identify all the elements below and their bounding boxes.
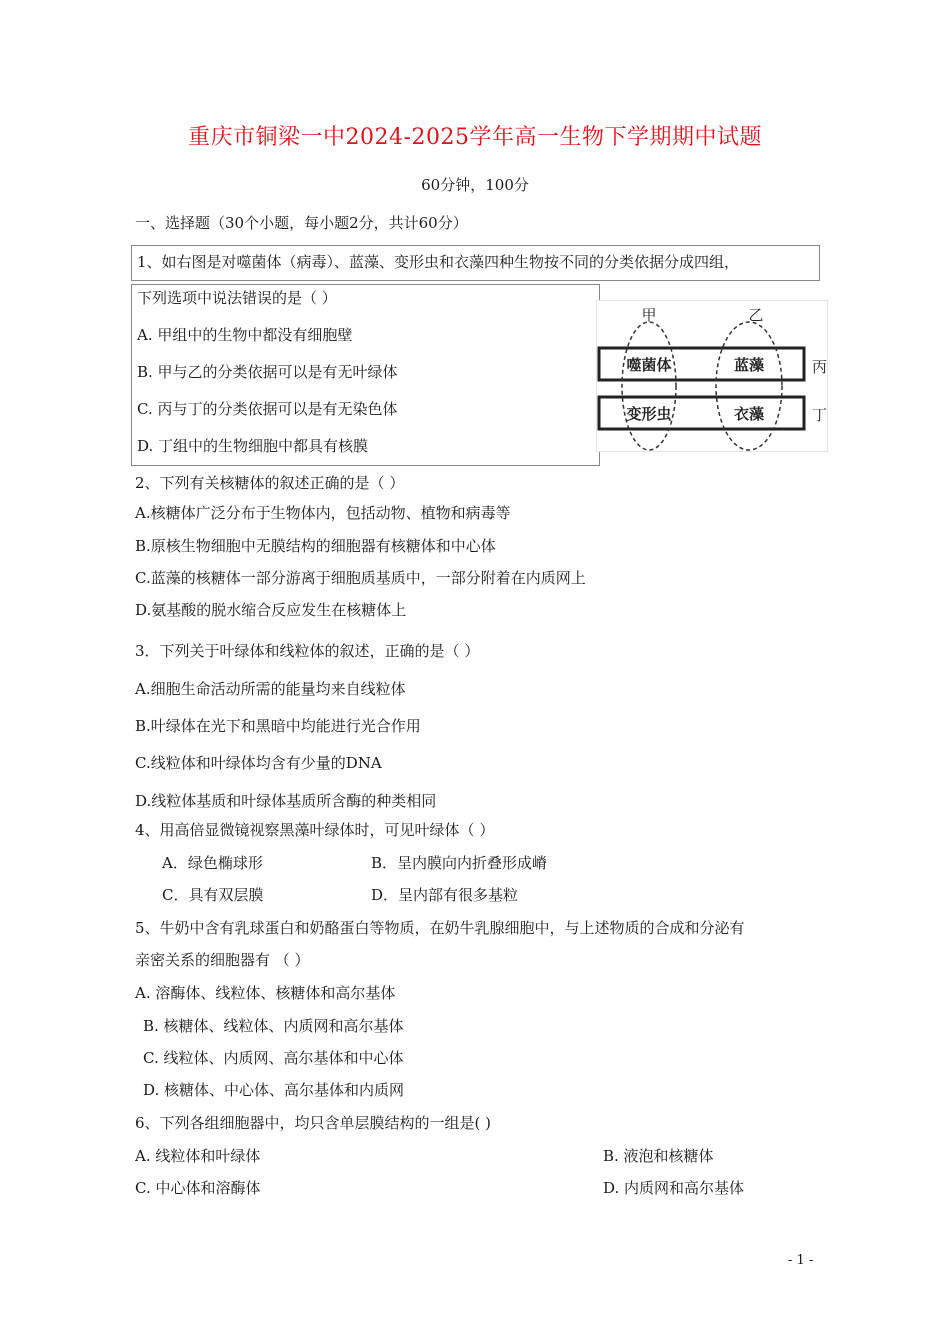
q2-option-d: D.氨基酸的脱水缩合反应发生在核糖体上 [135, 601, 407, 619]
q4-stem: 4、用高倍显微镜视察黑藻叶绿体时，可见叶绿体（ ） [135, 821, 495, 839]
q3-option-b: B.叶绿体在光下和黑暗中均能进行光合作用 [135, 717, 421, 735]
q1-option-b: B. 甲与乙的分类依据可以是有无叶绿体 [137, 363, 398, 381]
q5-stem-line2: 亲密关系的细胞器有 （ ） [135, 951, 310, 969]
q5-option-d: D. 核糖体、中心体、高尔基体和内质网 [143, 1081, 405, 1099]
q2-option-b: B.原核生物细胞中无膜结构的细胞器有核糖体和中心体 [135, 537, 496, 555]
q5-stem-line1: 5、牛奶中含有乳球蛋白和奶酪蛋白等物质，在奶牛乳腺细胞中，与上述物质的合成和分泌有 [135, 919, 745, 937]
q6-option-c: C. 中心体和溶酶体 [135, 1179, 261, 1197]
q6-option-a: A. 线粒体和叶绿体 [135, 1147, 261, 1165]
group-yi-label: 乙 [748, 306, 764, 324]
q2-option-c: C.蓝藻的核糖体一部分游离于细胞质基质中，一部分附着在内质网上 [135, 569, 586, 587]
group-jia-label: 甲 [641, 306, 657, 324]
q5-option-c: C. 线粒体、内质网、高尔基体和中心体 [143, 1049, 404, 1067]
q4-option-a: A．绿色椭球形 [162, 854, 263, 872]
q6-option-d: D. 内质网和高尔基体 [603, 1179, 745, 1197]
q1-option-d: D. 丁组中的生物细胞中都具有核膜 [137, 437, 369, 455]
q1-stem-line1: 1、如右图是对噬菌体（病毒）、蓝藻、变形虫和衣藻四种生物按不同的分类依据分成四组， [137, 253, 740, 271]
cell-chlamydomonas: 衣藻 [733, 405, 765, 423]
q4-option-c: C．具有双层膜 [162, 886, 264, 904]
cell-phage: 噬菌体 [626, 356, 672, 374]
q3-option-d: D.线粒体基质和叶绿体基质所含酶的种类相同 [135, 792, 437, 810]
section-heading: 一、选择题（30个小题，每小题2分，共计60分） [135, 214, 468, 232]
q1-option-c: C. 丙与丁的分类依据可以是有无染色体 [137, 400, 398, 418]
cell-amoeba: 变形虫 [626, 405, 672, 423]
q3-stem: 3．下列关于叶绿体和线粒体的叙述，正确的是（ ） [135, 642, 480, 660]
q2-option-a: A.核糖体广泛分布于生物体内，包括动物、植物和病毒等 [135, 504, 511, 522]
q1-option-a: A. 甲组中的生物中都没有细胞壁 [137, 326, 353, 344]
q6-stem: 6、下列各组细胞器中，均只含单层膜结构的一组是( ) [135, 1114, 492, 1132]
q2-stem: 2、下列有关核糖体的叙述正确的是（ ） [135, 474, 405, 492]
exam-duration-score: 60分钟，100分 [421, 176, 529, 194]
q1-classification-diagram [596, 300, 828, 452]
q5-option-b: B. 核糖体、线粒体、内质网和高尔基体 [143, 1017, 404, 1035]
page-number: - 1 - [788, 1253, 814, 1268]
q5-option-a: A. 溶酶体、线粒体、核糖体和高尔基体 [135, 984, 396, 1002]
cell-cyanobacteria: 蓝藻 [733, 356, 765, 374]
q3-option-c: C.线粒体和叶绿体均含有少量的DNA [135, 754, 382, 772]
q4-option-b: B．呈内膜向内折叠形成嵴 [371, 854, 548, 872]
q4-option-d: D．呈内部有很多基粒 [371, 886, 519, 904]
page-title: 重庆市铜梁一中2024-2025学年高一生物下学期期中试题 [188, 125, 762, 150]
q1-stem-line2: 下列选项中说法错误的是（ ） [137, 289, 337, 307]
q6-option-b: B. 液泡和核糖体 [603, 1147, 714, 1165]
group-bing-label: 丙 [812, 358, 828, 376]
group-ding-label: 丁 [812, 406, 828, 424]
q3-option-a: A.细胞生命活动所需的能量均来自线粒体 [135, 680, 406, 698]
